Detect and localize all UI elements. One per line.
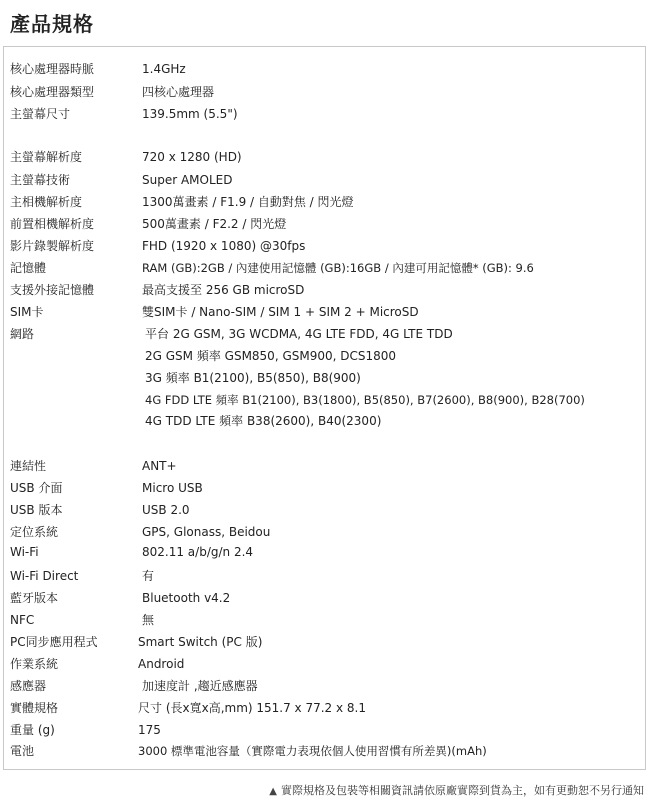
spec-label: 電池 xyxy=(10,744,35,758)
page-title: 產品規格 xyxy=(10,12,94,36)
spec-value: USB 2.0 xyxy=(142,503,190,517)
spec-label: Wi-Fi Direct xyxy=(10,569,79,583)
spec-row xyxy=(0,456,650,476)
spec-value: 四核心處理器 xyxy=(142,85,215,99)
spec-value: 1300萬畫素 / F1.9 / 自動對焦 / 閃光燈 xyxy=(142,195,354,209)
spec-row xyxy=(0,192,650,212)
spec-label: USB 介面 xyxy=(10,481,63,495)
spec-row xyxy=(0,170,650,190)
spec-value: 1.4GHz xyxy=(142,62,186,76)
network-line: 3G 頻率 B1(2100), B5(850), B8(900) xyxy=(145,371,361,385)
spec-value: 500萬畫素 / F2.2 / 閃光燈 xyxy=(142,217,287,231)
spec-row xyxy=(0,59,650,79)
spec-value: Bluetooth v4.2 xyxy=(142,591,231,605)
spec-value: 有 xyxy=(142,569,155,583)
footer-note xyxy=(269,782,644,798)
spec-value: 175 xyxy=(138,723,161,737)
spec-label: 主相機解析度 xyxy=(10,195,83,209)
warning-triangle-icon: ▲ xyxy=(269,786,277,797)
spec-value: Smart Switch (PC 版) xyxy=(138,635,263,649)
spec-label: USB 版本 xyxy=(10,503,63,517)
spec-label: PC同步應用程式 xyxy=(10,635,98,649)
spec-label: 支援外接記憶體 xyxy=(10,283,95,297)
spec-row xyxy=(0,676,650,696)
spec-label: 主螢幕技術 xyxy=(10,173,71,187)
spec-label: Wi-Fi xyxy=(10,545,39,559)
spec-row xyxy=(0,214,650,234)
spec-row xyxy=(0,741,650,761)
spec-label: 實體規格 xyxy=(10,701,59,715)
spec-value: 雙SIM卡 / Nano-SIM / SIM 1 + SIM 2 + MicroSD xyxy=(142,305,419,319)
footer-text: 實際規格及包裝等相關資訊請依原廠實際到貨為主，如有更動恕不另行通知 xyxy=(281,784,644,797)
spec-row xyxy=(0,654,650,674)
spec-value: 802.11 a/b/g/n 2.4 xyxy=(142,545,254,559)
spec-row xyxy=(0,104,650,124)
spec-row xyxy=(0,566,650,586)
spec-value: FHD (1920 x 1080) @30fps xyxy=(142,239,306,253)
spec-row xyxy=(0,698,650,718)
spec-row xyxy=(0,147,650,167)
spec-row xyxy=(0,324,650,344)
spec-label: 主螢幕解析度 xyxy=(10,150,83,164)
spec-label: 重量 (g) xyxy=(10,723,55,737)
spec-value: 尺寸 (長x寬x高,mm) 151.7 x 77.2 x 8.1 xyxy=(138,701,367,715)
spec-row xyxy=(0,542,650,562)
spec-value: 3000 標準電池容量（實際電力表現依個人使用習慣有所差異)(mAh) xyxy=(138,744,487,758)
spec-row xyxy=(0,302,650,322)
spec-row xyxy=(0,720,650,740)
spec-row xyxy=(0,588,650,608)
spec-value: 720 x 1280 (HD) xyxy=(142,150,242,164)
spec-label: 記憶體 xyxy=(10,261,47,275)
spec-row xyxy=(0,610,650,630)
spec-label: 藍牙版本 xyxy=(10,591,59,605)
spec-label: 網路 xyxy=(10,327,35,341)
spec-value: 平台 2G GSM, 3G WCDMA, 4G LTE FDD, 4G LTE TDD xyxy=(145,327,453,341)
spec-label: 連結性 xyxy=(10,459,47,473)
network-line: 4G TDD LTE 頻率 B38(2600), B40(2300) xyxy=(145,414,382,428)
spec-label: 影片錄製解析度 xyxy=(10,239,95,253)
spec-value: 最高支援至 256 GB microSD xyxy=(142,283,305,297)
spec-value: ANT+ xyxy=(142,459,177,473)
network-line: 2G GSM 頻率 GSM850, GSM900, DCS1800 xyxy=(145,349,397,363)
spec-value: Android xyxy=(138,657,185,671)
spec-row xyxy=(0,82,650,102)
spec-value: RAM (GB):2GB / 內建使用記憶體 (GB):16GB / 內建可用記憶體* (GB): 9.6 xyxy=(142,261,534,275)
spec-label: SIM卡 xyxy=(10,305,44,319)
spec-row xyxy=(0,478,650,498)
spec-label: 作業系統 xyxy=(10,657,59,671)
spec-label: 感應器 xyxy=(10,679,47,693)
spec-label: 定位系統 xyxy=(10,525,59,539)
spec-row xyxy=(0,632,650,652)
network-line: 4G FDD LTE 頻率 B1(2100), B3(1800), B5(850), B7(2600), B8(900), B28(700) xyxy=(145,393,585,407)
spec-value: 139.5mm (5.5") xyxy=(142,107,238,121)
spec-label: 主螢幕尺寸 xyxy=(10,107,71,121)
spec-value: 無 xyxy=(142,613,155,627)
spec-label: NFC xyxy=(10,613,35,627)
spec-value: 加速度計 ,趨近感應器 xyxy=(142,679,258,693)
spec-row xyxy=(0,258,650,278)
spec-value: GPS, Glonass, Beidou xyxy=(142,525,271,539)
spec-label: 核心處理器時脈 xyxy=(10,62,95,76)
spec-row xyxy=(0,500,650,520)
spec-row xyxy=(0,522,650,542)
spec-row xyxy=(0,236,650,256)
spec-value: Micro USB xyxy=(142,481,203,495)
spec-row xyxy=(0,280,650,300)
spec-value: Super AMOLED xyxy=(142,173,233,187)
spec-label: 前置相機解析度 xyxy=(10,217,95,231)
spec-label: 核心處理器類型 xyxy=(10,85,95,99)
